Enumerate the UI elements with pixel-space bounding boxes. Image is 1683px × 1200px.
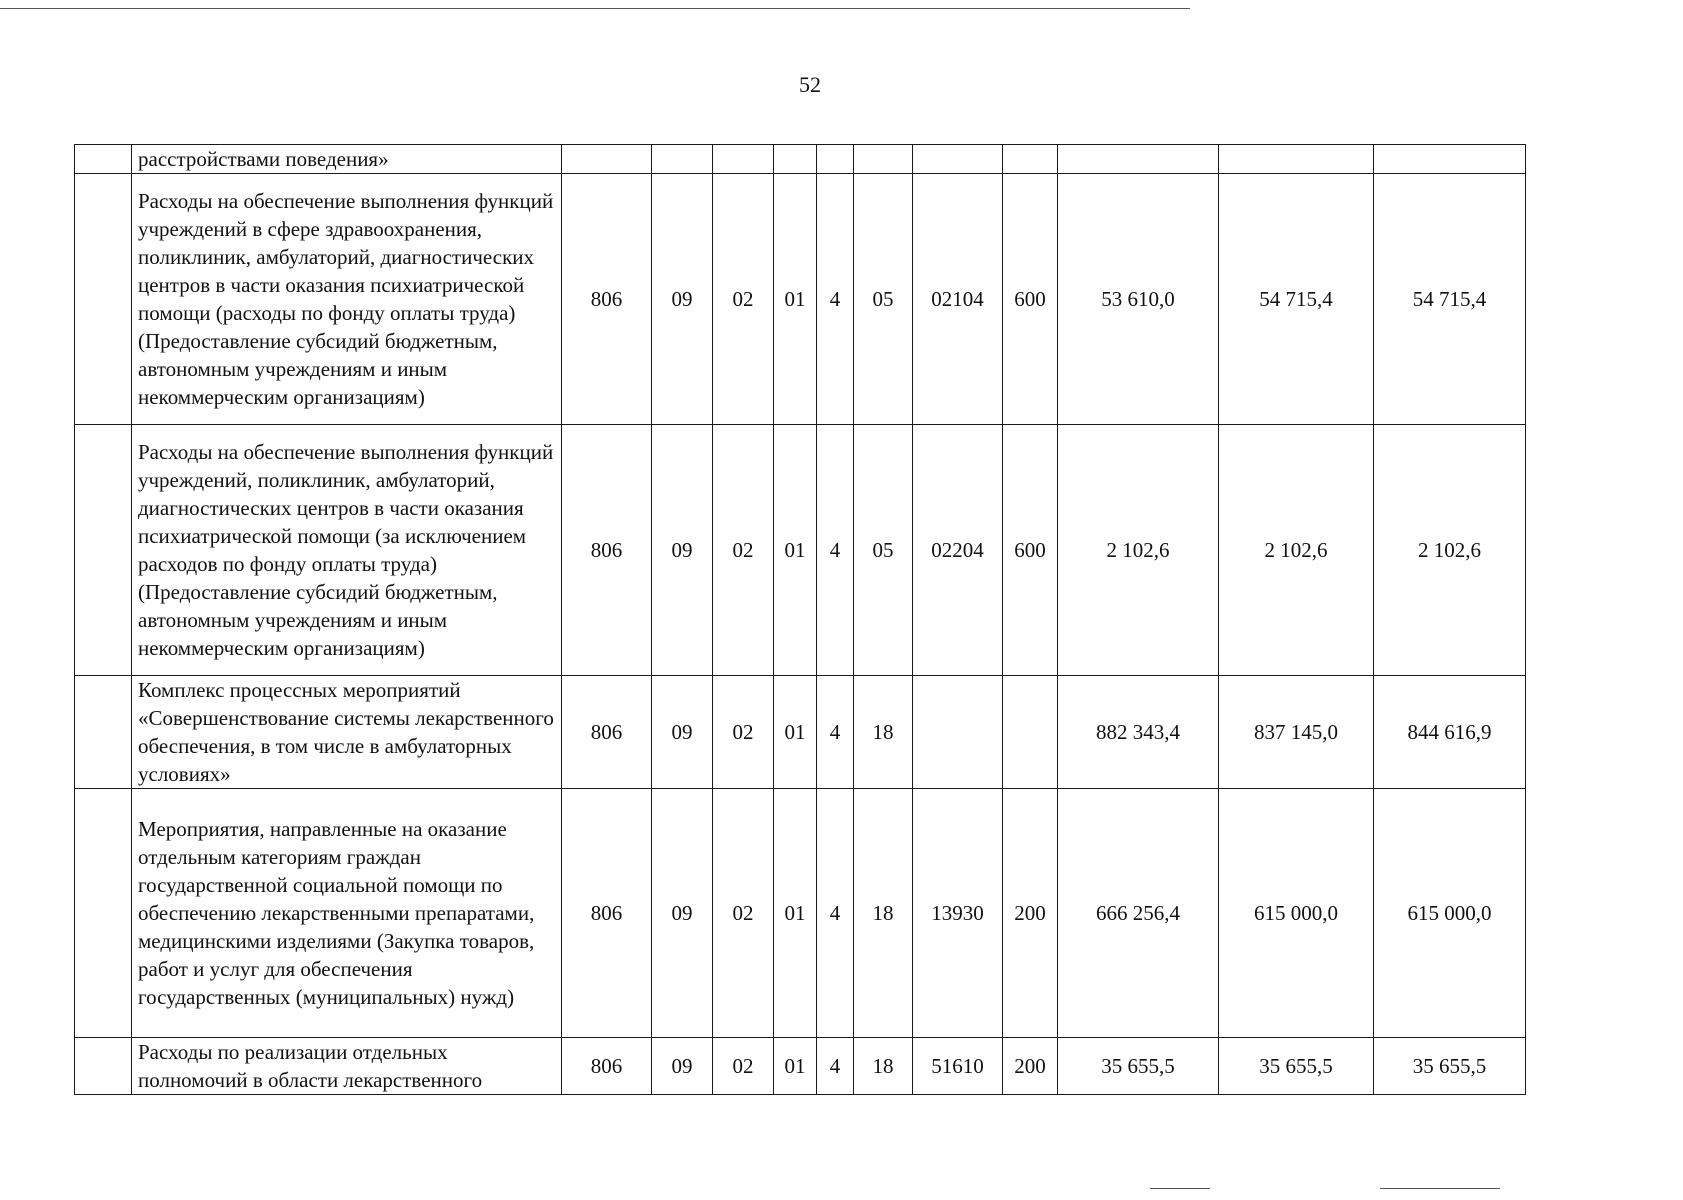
amount-cell: 882 343,4	[1058, 676, 1219, 789]
amount-cell: 615 000,0	[1219, 789, 1374, 1038]
code-cell: 02	[713, 174, 774, 425]
code-cell: 4	[817, 174, 854, 425]
code-cell: 806	[562, 676, 652, 789]
amount-cell	[1219, 145, 1374, 174]
code-cell: 02204	[913, 425, 1003, 676]
code-cell: 01	[774, 676, 817, 789]
code-cell	[817, 145, 854, 174]
code-cell: 4	[817, 425, 854, 676]
description-cell: Расходы на обеспечение выполнения функций учреждений, поликлиник, амбулаторий, диагностических центров в части оказания психиатрической помощи (за исключением расходов по фонду оплаты труда) (Предоставление субсидий бюджетным, автономным учреждениям и иным некоммерческим организациям)	[132, 425, 562, 676]
row-number-cell	[75, 145, 132, 174]
table-row	[75, 676, 1526, 789]
table-row	[75, 425, 1526, 676]
code-cell: 18	[854, 676, 913, 789]
code-cell: 806	[562, 425, 652, 676]
code-cell: 02	[713, 676, 774, 789]
code-cell: 01	[774, 425, 817, 676]
amount-cell: 2 102,6	[1374, 425, 1526, 676]
description-cell: расстройствами поведения»	[132, 145, 562, 174]
amount-cell	[1374, 145, 1526, 174]
row-number-cell	[75, 1038, 132, 1095]
amount-cell: 53 610,0	[1058, 174, 1219, 425]
amount-cell: 837 145,0	[1219, 676, 1374, 789]
code-cell: 09	[652, 676, 713, 789]
code-cell: 4	[817, 789, 854, 1038]
amount-cell: 2 102,6	[1219, 425, 1374, 676]
code-cell: 05	[854, 425, 913, 676]
amount-cell: 35 655,5	[1374, 1038, 1526, 1095]
scan-edge-line	[1150, 1188, 1210, 1189]
code-cell: 51610	[913, 1038, 1003, 1095]
row-number-cell	[75, 676, 132, 789]
code-cell: 09	[652, 789, 713, 1038]
description-cell: Комплекс процессных мероприятий «Совершенствование системы лекарственного обеспечения, в том числе в амбулаторных условиях»	[132, 676, 562, 789]
code-cell: 01	[774, 1038, 817, 1095]
amount-cell: 2 102,6	[1058, 425, 1219, 676]
code-cell: 200	[1003, 789, 1058, 1038]
description-cell: Расходы по реализации отдельных полномочий в области лекарственного	[132, 1038, 562, 1095]
code-cell: 09	[652, 425, 713, 676]
row-number-cell	[75, 789, 132, 1038]
code-cell	[854, 145, 913, 174]
code-cell: 02	[713, 425, 774, 676]
code-cell: 200	[1003, 1038, 1058, 1095]
scan-edge-line	[0, 8, 1190, 9]
code-cell: 01	[774, 789, 817, 1038]
code-cell	[913, 676, 1003, 789]
table-row	[75, 174, 1526, 425]
code-cell: 4	[817, 676, 854, 789]
code-cell	[1003, 145, 1058, 174]
table-row	[75, 789, 1526, 1038]
code-cell: 02104	[913, 174, 1003, 425]
code-cell	[913, 145, 1003, 174]
code-cell: 05	[854, 174, 913, 425]
code-cell: 09	[652, 1038, 713, 1095]
code-cell	[562, 145, 652, 174]
budget-table	[74, 144, 1526, 1095]
code-cell	[713, 145, 774, 174]
code-cell	[774, 145, 817, 174]
code-cell: 600	[1003, 425, 1058, 676]
code-cell: 09	[652, 174, 713, 425]
code-cell: 806	[562, 789, 652, 1038]
amount-cell: 666 256,4	[1058, 789, 1219, 1038]
code-cell: 806	[562, 1038, 652, 1095]
code-cell	[652, 145, 713, 174]
code-cell: 02	[713, 789, 774, 1038]
code-cell: 18	[854, 789, 913, 1038]
code-cell: 4	[817, 1038, 854, 1095]
amount-cell	[1058, 145, 1219, 174]
description-cell: Мероприятия, направленные на оказание отдельным категориям граждан государственной социальной помощи по обеспечению лекарственными препаратами, медицинскими изделиями (Закупка товаров, работ и услуг для обеспечения государственных (муниципальных) нужд)	[132, 789, 562, 1038]
amount-cell: 35 655,5	[1058, 1038, 1219, 1095]
amount-cell: 615 000,0	[1374, 789, 1526, 1038]
code-cell: 01	[774, 174, 817, 425]
row-number-cell	[75, 174, 132, 425]
amount-cell: 35 655,5	[1219, 1038, 1374, 1095]
code-cell: 02	[713, 1038, 774, 1095]
code-cell	[1003, 676, 1058, 789]
code-cell: 806	[562, 174, 652, 425]
code-cell: 13930	[913, 789, 1003, 1038]
amount-cell: 54 715,4	[1374, 174, 1526, 425]
amount-cell: 54 715,4	[1219, 174, 1374, 425]
description-cell: Расходы на обеспечение выполнения функций учреждений в сфере здравоохранения, поликлиник, амбулаторий, диагностических центров в части оказания психиатрической помощи (расходы по фонду оплаты труда) (Предоставление субсидий бюджетным, автономным учреждениям и иным некоммерческим организациям)	[132, 174, 562, 425]
code-cell: 600	[1003, 174, 1058, 425]
code-cell: 18	[854, 1038, 913, 1095]
scan-edge-line	[1380, 1188, 1500, 1189]
table-row	[75, 1038, 1526, 1095]
page-number: 52	[799, 72, 821, 97]
row-number-cell	[75, 425, 132, 676]
amount-cell: 844 616,9	[1374, 676, 1526, 789]
table-row	[75, 145, 1526, 174]
